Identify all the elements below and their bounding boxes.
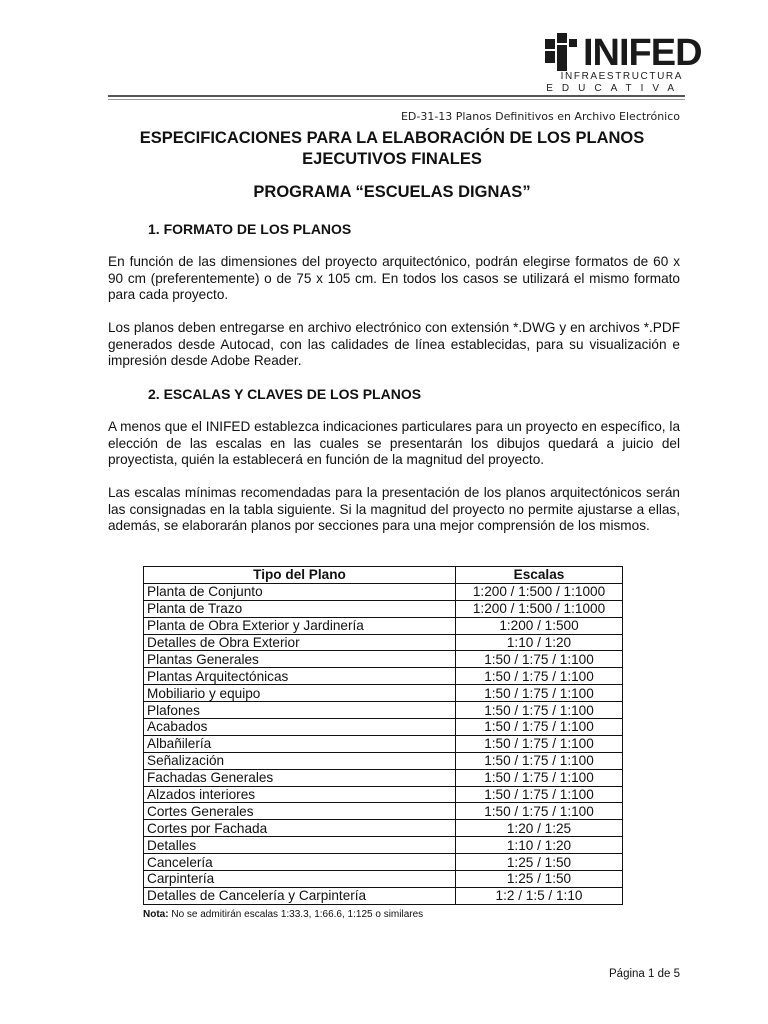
section-1-heading: 1. FORMATO DE LOS PLANOS bbox=[148, 221, 352, 237]
table-cell-plano: Carpintería bbox=[144, 871, 456, 888]
table-row bbox=[144, 617, 623, 634]
title-line-1: ESPECIFICACIONES PARA LA ELABORACIÓN DE LOS PLANOS bbox=[139, 129, 645, 147]
table-cell-escala: 1:10 / 1:20 bbox=[456, 634, 623, 651]
table-cell-plano: Detalles bbox=[144, 837, 456, 854]
table-cell-plano: Alzados interiores bbox=[144, 786, 456, 803]
logo-subtitle-line1: INFRAESTRUCTURA bbox=[560, 71, 683, 82]
inifed-logo-mark-icon bbox=[543, 33, 579, 71]
table-row bbox=[144, 786, 623, 803]
logo-subtitle-line2: EDUCATIVA bbox=[546, 83, 683, 94]
table-cell-plano: Planta de Conjunto bbox=[144, 583, 456, 600]
table-cell-plano: Cancelería bbox=[144, 854, 456, 871]
table-row bbox=[144, 583, 623, 600]
document-title bbox=[108, 128, 676, 170]
table-cell-plano: Cortes por Fachada bbox=[144, 820, 456, 837]
table-cell-plano: Acabados bbox=[144, 719, 456, 736]
table-row bbox=[144, 600, 623, 617]
table-cell-escala: 1:50 / 1:75 / 1:100 bbox=[456, 735, 623, 752]
table-cell-plano: Mobiliario y equipo bbox=[144, 685, 456, 702]
table-cell-escala: 1:200 / 1:500 / 1:1000 bbox=[456, 600, 623, 617]
table-cell-plano: Señalización bbox=[144, 752, 456, 769]
table-row bbox=[144, 685, 623, 702]
table-cell-plano: Planta de Trazo bbox=[144, 600, 456, 617]
table-cell-escala: 1:50 / 1:75 / 1:100 bbox=[456, 769, 623, 786]
table-cell-escala: 1:200 / 1:500 bbox=[456, 617, 623, 634]
table-row bbox=[144, 854, 623, 871]
table-cell-plano: Detalles de Obra Exterior bbox=[144, 634, 456, 651]
table-cell-escala: 1:200 / 1:500 / 1:1000 bbox=[456, 583, 623, 600]
scales-table bbox=[143, 566, 623, 905]
table-row bbox=[144, 887, 623, 904]
section-1-paragraph-2: Los planos deben entregarse en archivo electrónico con extensión *.DWG y en archivos *.PDF generados desde Autocad, con las calidades de línea establecidas, para su visualización e impresión desde Adobe Reader. bbox=[108, 320, 680, 369]
table-row bbox=[144, 752, 623, 769]
table-header-row bbox=[144, 567, 623, 584]
table-row bbox=[144, 719, 623, 736]
table-cell-escala: 1:25 / 1:50 bbox=[456, 854, 623, 871]
table-header-plano: Tipo del Plano bbox=[144, 567, 456, 584]
table-row bbox=[144, 651, 623, 668]
program-title: PROGRAMA “ESCUELAS DIGNAS” bbox=[253, 183, 531, 201]
table-cell-plano: Planta de Obra Exterior y Jardinería bbox=[144, 617, 456, 634]
table-cell-escala: 1:25 / 1:50 bbox=[456, 871, 623, 888]
table-row bbox=[144, 735, 623, 752]
table-row bbox=[144, 803, 623, 820]
table-cell-escala: 1:50 / 1:75 / 1:100 bbox=[456, 719, 623, 736]
inifed-logo bbox=[543, 32, 702, 94]
section-2-paragraph-1: A menos que el INIFED establezca indicaciones particulares para un proyecto en específico, la elección de las escalas en las cuales se presentarán los dibujos quedará a juicio del proyectista, quién la establecerá en función de la magnitud del proyecto. bbox=[108, 419, 680, 468]
header-rule-thick bbox=[108, 95, 685, 97]
table-cell-plano: Fachadas Generales bbox=[144, 769, 456, 786]
table-cell-plano: Albañilería bbox=[144, 735, 456, 752]
table-cell-plano: Plafones bbox=[144, 702, 456, 719]
note-label: Nota: bbox=[143, 909, 169, 920]
table-row bbox=[144, 871, 623, 888]
table-header-escalas: Escalas bbox=[456, 567, 623, 584]
table-row bbox=[144, 668, 623, 685]
note-text: No se admitirán escalas 1:33.3, 1:66.6, 1:125 o similares bbox=[168, 909, 424, 920]
table-cell-plano: Cortes Generales bbox=[144, 803, 456, 820]
table-row bbox=[144, 820, 623, 837]
table-cell-plano: Detalles de Cancelería y Carpintería bbox=[144, 887, 456, 904]
table-row bbox=[144, 837, 623, 854]
table-cell-plano: Plantas Generales bbox=[144, 651, 456, 668]
table-cell-escala: 1:50 / 1:75 / 1:100 bbox=[456, 702, 623, 719]
table-cell-escala: 1:50 / 1:75 / 1:100 bbox=[456, 803, 623, 820]
table-cell-escala: 1:20 / 1:25 bbox=[456, 820, 623, 837]
table-cell-escala: 1:2 / 1:5 / 1:10 bbox=[456, 887, 623, 904]
table-row bbox=[144, 634, 623, 651]
header-rule-thin bbox=[108, 99, 685, 100]
table-cell-escala: 1:50 / 1:75 / 1:100 bbox=[456, 651, 623, 668]
table-cell-escala: 1:10 / 1:20 bbox=[456, 837, 623, 854]
table-cell-escala: 1:50 / 1:75 / 1:100 bbox=[456, 685, 623, 702]
table-cell-escala: 1:50 / 1:75 / 1:100 bbox=[456, 786, 623, 803]
title-line-2: EJECUTIVOS FINALES bbox=[302, 150, 482, 168]
section-2-heading: 2. ESCALAS Y CLAVES DE LOS PLANOS bbox=[148, 386, 422, 402]
table-cell-escala: 1:50 / 1:75 / 1:100 bbox=[456, 668, 623, 685]
logo-wordmark: INIFED bbox=[583, 32, 702, 74]
document-reference: ED-31-13 Planos Definitivos en Archivo Electrónico bbox=[400, 110, 680, 123]
section-2-paragraph-2: Las escalas mínimas recomendadas para la presentación de los planos arquitectónicos serán las consignadas en la tabla siguiente. Si la magnitud del proyecto no permite ajustarse a ellas, además, se elaborarán planos por secciones para una mejor comprensión de los mismos. bbox=[108, 485, 680, 534]
table-note bbox=[143, 909, 423, 920]
section-1-paragraph-1: En función de las dimensiones del proyecto arquitectónico, podrán elegirse formatos de 60 x 90 cm (preferentemente) o de 75 x 105 cm. En todos los casos se utilizará el mismo formato para cada proyecto. bbox=[108, 254, 680, 303]
table-row bbox=[144, 769, 623, 786]
table-row bbox=[144, 702, 623, 719]
table-cell-escala: 1:50 / 1:75 / 1:100 bbox=[456, 752, 623, 769]
table-cell-plano: Plantas Arquitectónicas bbox=[144, 668, 456, 685]
page-number: Página 1 de 5 bbox=[609, 968, 680, 980]
